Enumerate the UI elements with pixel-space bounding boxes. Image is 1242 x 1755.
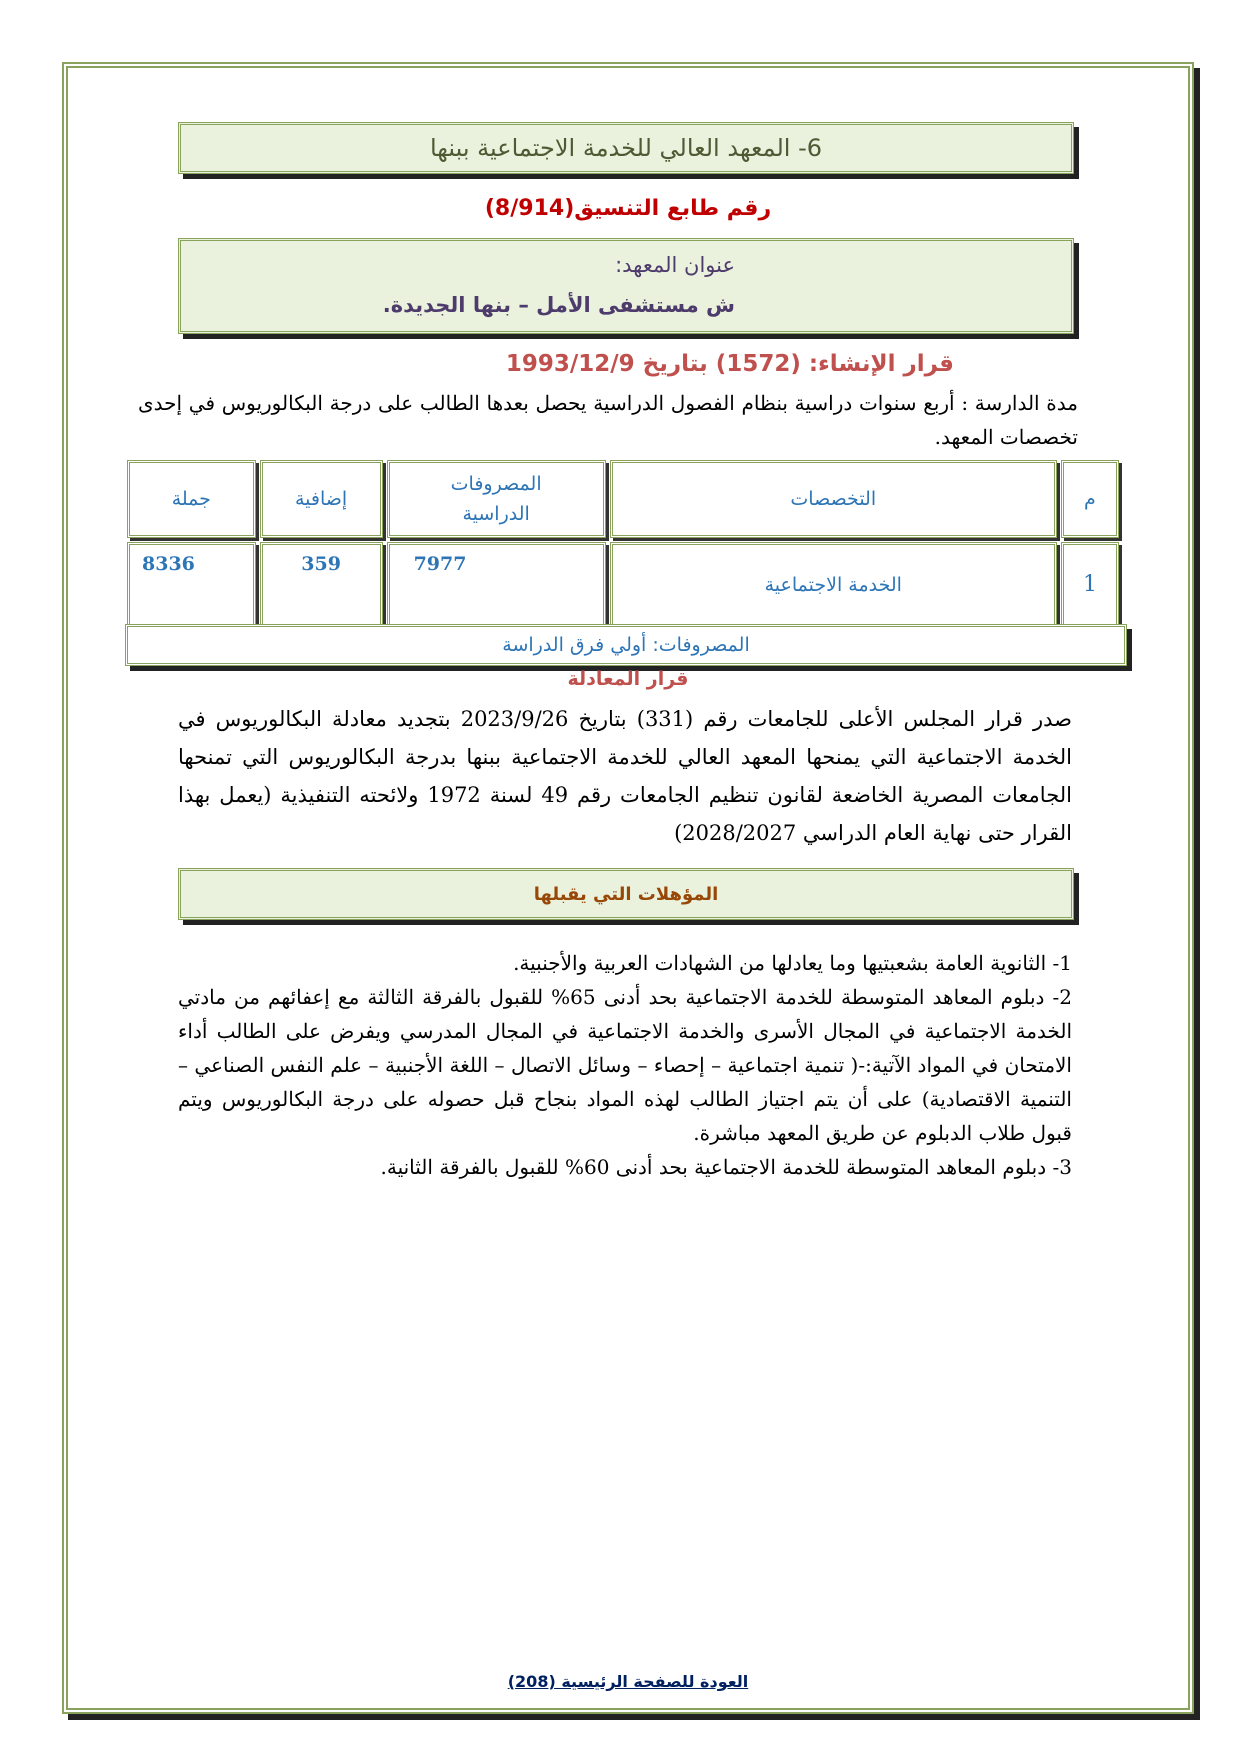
qualifications-title: المؤهلات التي يقبلها — [533, 883, 719, 905]
study-duration: مدة الدارسة : أربع سنوات دراسية بنظام الفصول الدراسية يحصل بعدها الطالب على درجة البكالوريوس في إحدى تخصصات المعهد. — [138, 391, 1078, 449]
header-total: جملة — [127, 460, 256, 538]
table-row — [127, 542, 1119, 627]
qualifications-list — [178, 946, 1072, 1184]
home-page-link[interactable]: العودة للصفحة الرئيسية (208) — [507, 1672, 749, 1691]
list-item: 1- الثانوية العامة بشعبتيها وما يعادلها من الشهادات العربية والأجنبية. — [513, 951, 1072, 975]
address-box — [178, 238, 1074, 334]
header-tuition: المصروفات الدراسية — [387, 460, 606, 538]
list-item: 2- دبلوم المعاهد المتوسطة للخدمة الاجتماعية بحد أدنى 65% للقبول بالفرقة الثالثة مع إعفائهم من مادتي الخدمة الاجتماعية في المجال الأسرى والخدمة الاجتماعية في المجال المدرسي ويفرض على الطالب أداء الامتحان في المواد الآتية:-( تنمية اجتماعية – إحصاء – وسائل الاتصال – اللغة الأجنبية – علم النفس الصناعي – التنمية الاقتصادية) على أن يتم اجتياز الطالب لهذه المواد بنجاح قبل حصوله على درجة البكالوريوس ويتم قبول طلاب الدبلوم عن طريق المعهد مباشرة. — [178, 985, 1072, 1145]
equivalence-text: صدر قرار المجلس الأعلى للجامعات رقم (331) بتاريخ 2023/9/26 بتجديد معادلة البكالوريوس في الخدمة الاجتماعية التي يمنحها المعهد العالي للخدمة الاجتماعية ببنها بدرجة البكالوريوس التي تمنحها الجامعات المصرية الخاضعة لقانون تنظيم الجامعات رقم 49 لسنة 1972 ولائحته التنفيذية (يعمل بهذا القرار حتى نهاية العام الدراسي 2028/2027) — [178, 707, 1072, 845]
equivalence-title: قرار المعادلة — [567, 668, 689, 690]
header-specializations: التخصصات — [610, 460, 1057, 538]
row-total: 8336 — [127, 542, 256, 627]
institute-title: 6- المعهد العالي للخدمة الاجتماعية ببنها — [429, 134, 823, 162]
row-additional: 359 — [260, 542, 383, 627]
page-content — [68, 68, 1188, 1708]
fees-note-box — [125, 624, 1127, 666]
address-label: عنوان المعهد: — [615, 253, 735, 277]
qualifications-title-box — [178, 868, 1074, 920]
page-frame — [62, 62, 1194, 1714]
fees-note: المصروفات: أولي فرق الدراسة — [502, 634, 750, 656]
institute-title-box — [178, 122, 1074, 174]
row-specialization: الخدمة الاجتماعية — [610, 542, 1057, 627]
list-item: 3- دبلوم المعاهد المتوسطة للخدمة الاجتماعية بحد أدنى 60% للقبول بالفرقة الثانية. — [380, 1155, 1072, 1179]
table-header-row — [127, 460, 1119, 538]
specializations-table — [123, 456, 1123, 631]
row-tuition: 7977 — [387, 542, 606, 627]
header-additional: إضافية — [260, 460, 383, 538]
address-value: ش مستشفى الأمل – بنها الجديدة. — [382, 293, 735, 317]
row-index: 1 — [1061, 542, 1119, 627]
header-index: م — [1061, 460, 1119, 538]
coordination-code: رقم طابع التنسيق(8/914) — [484, 196, 772, 221]
establishment-decree: قرار الإنشاء: (1572) بتاريخ 1993/12/9 — [505, 351, 954, 377]
